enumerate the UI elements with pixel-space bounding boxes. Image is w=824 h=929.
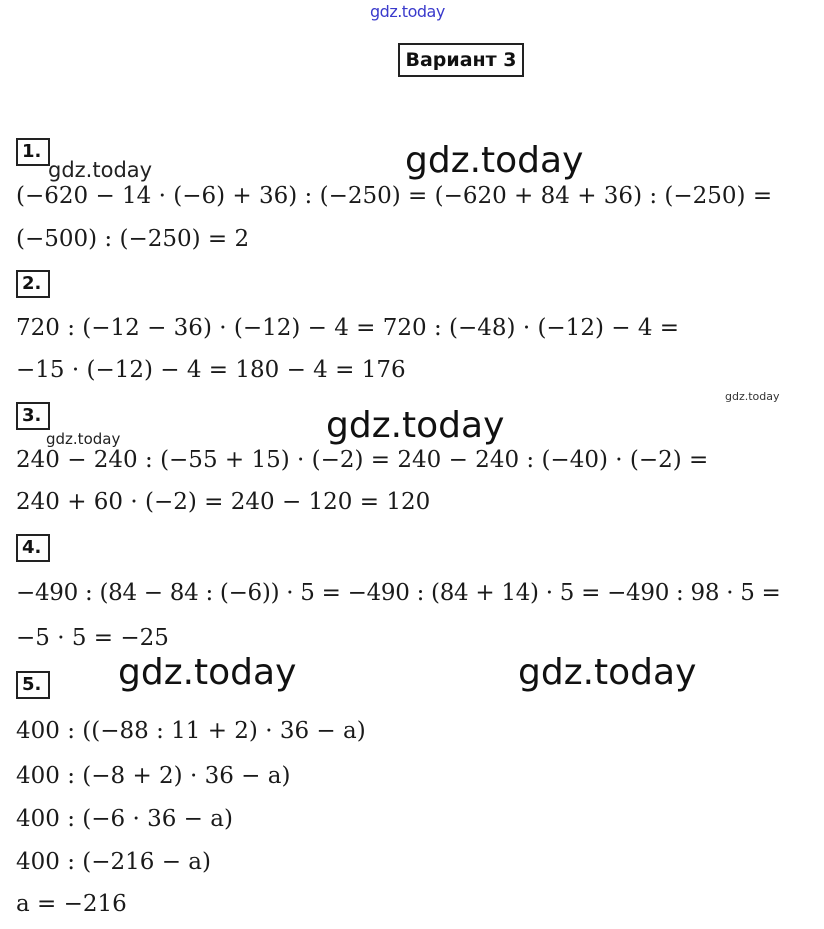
watermark-4: gdz.today [326,405,505,446]
task-4-line-2: −5 · 5 = −25 [16,625,169,651]
watermark-1: gdz.today [48,158,153,182]
task-1-line-2: (−500) : (−250) = 2 [16,226,250,252]
watermark-6: gdz.today [118,652,297,693]
task-3-number: 3. [16,402,50,430]
task-2-line-2: −15 · (−12) − 4 = 180 − 4 = 176 [16,357,406,383]
watermark-3: gdz.today [725,390,780,403]
watermark-2: gdz.today [405,140,584,181]
variant-title: Вариант 3 [398,43,524,77]
task-2-number: 2. [16,270,50,298]
task-5-line-1: 400 : ((−88 : 11 + 2) · 36 − a) [16,718,366,744]
task-4-line-1: −490 : (84 − 84 : (−6)) · 5 = −490 : (84 + 14) · 5 = −490 : 98 · 5 = [16,580,781,606]
task-5-number: 5. [16,671,50,699]
task-5-line-5: a = −216 [16,891,127,917]
task-5-line-2: 400 : (−8 + 2) · 36 − a) [16,763,291,789]
task-1-number: 1. [16,138,50,166]
task-5-line-3: 400 : (−6 · 36 − a) [16,806,233,832]
task-3-line-2: 240 + 60 · (−2) = 240 − 120 = 120 [16,489,431,515]
watermark-top: gdz.today [370,2,445,21]
task-2-line-1: 720 : (−12 − 36) · (−12) − 4 = 720 : (−48) · (−12) − 4 = [16,315,680,341]
task-5-line-4: 400 : (−216 − a) [16,849,211,875]
task-4-number: 4. [16,534,50,562]
task-3-line-1: 240 − 240 : (−55 + 15) · (−2) = 240 − 240 : (−40) · (−2) = [16,447,709,473]
watermark-5: gdz.today [46,430,121,448]
watermark-7: gdz.today [518,652,697,693]
task-1-line-1: (−620 − 14 · (−6) + 36) : (−250) = (−620 + 84 + 36) : (−250) = [16,183,773,209]
